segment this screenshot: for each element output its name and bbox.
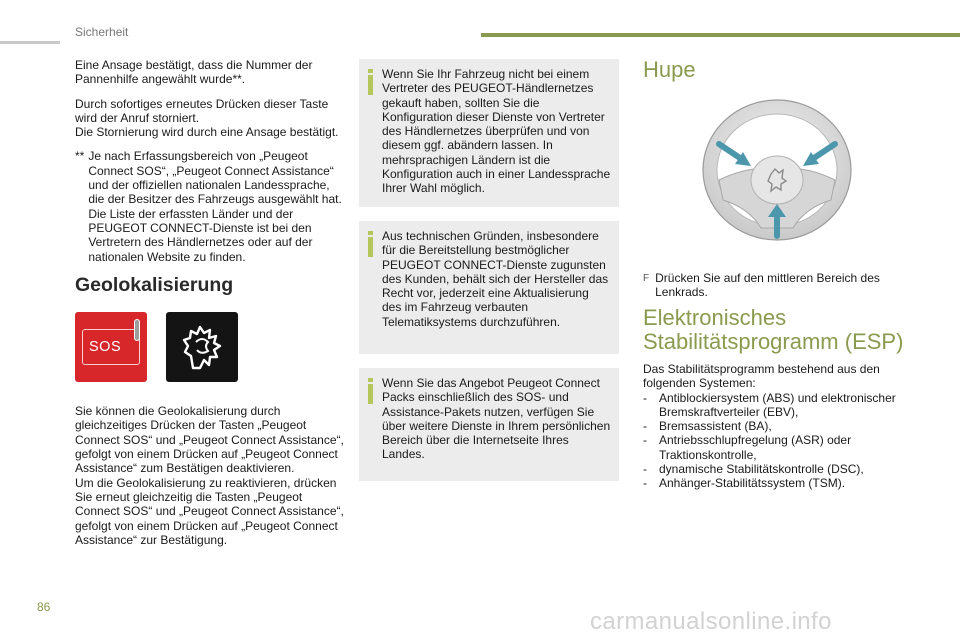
- list-item: - Bremsassistent (BA),: [643, 419, 772, 434]
- page-number: 86: [37, 600, 51, 614]
- info-text-dealer: Wenn Sie Ihr Fahrzeug nicht bei einem Vertreter des PEUGEOT-Händlernetzes gekauft haben, sollten Sie die Konfiguration dieser Dienste von Vertreter des Händlernetzes überprüfen und von diesem ggf. abändern lassen. In mehrsprachigen Ländern ist die Konfiguration auch in einer Landessprache Ihrer Wahl möglich.: [382, 67, 611, 196]
- section-title-esp: [643, 306, 903, 354]
- list-item: - Anhänger-Stabilitätssystem (TSM).: [643, 476, 846, 491]
- steering-wheel-illustration: [697, 96, 857, 244]
- section-label: Sicherheit: [75, 25, 129, 39]
- section-title-geolocation: Geolokalisierung: [75, 273, 234, 296]
- bullet-marker: F: [643, 273, 650, 284]
- list-item: - Antriebsschlupfregelung (ASR) oder Traktionskontrolle,: [643, 433, 852, 462]
- info-box-packs: [359, 368, 619, 481]
- geo-paragraph-reactivate: Um die Geolokalisierung zu reaktivieren, drücken Sie erneut gleichzeitig die Tasten „Peugeot Connect SOS“ und „Peugeot Connect Assistance“, gefolgt von einem Drücken auf „Peugeot Connect Assistance“ zur Bestätigung.: [75, 475, 344, 547]
- horn-text: Drücken Sie auf den mittleren Bereich des Lenkrads.: [655, 271, 880, 300]
- sos-label: SOS: [89, 339, 122, 355]
- esp-system-list: [643, 391, 911, 491]
- section-title-horn: Hupe: [643, 57, 696, 82]
- esp-intro: Das Stabilitätsprogramm bestehend aus den folgenden Systemen:: [643, 362, 880, 391]
- assistance-button-image: [166, 312, 238, 382]
- paragraph-announcement: Eine Ansage bestätigt, dass die Nummer der Pannenhilfe angewählt wurde**.: [75, 58, 313, 87]
- list-item: - Antiblockiersystem (ABS) und elektronischer Bremskraftverteiler (EBV),: [643, 390, 896, 419]
- sos-button-image: [75, 312, 147, 382]
- info-box-dealer: [359, 59, 619, 207]
- esp-title-line-2: Stabilitätsprogramm (ESP): [643, 329, 904, 354]
- header-rule-left: [0, 41, 60, 44]
- paragraph-cancel-confirm: Die Stornierung wird durch eine Ansage bestätigt.: [75, 125, 339, 140]
- esp-description: [643, 362, 911, 491]
- header-rule-right: [481, 33, 960, 37]
- footnote-text-1: Je nach Erfassungsbereich von „Peugeot Connect SOS“, „Peugeot Connect Assistance“ und der offiziellen nationalen Landessprache, die der Besitzer des Fahrzeugs ausgewählt hat.: [88, 149, 342, 207]
- left-column: [75, 58, 345, 547]
- sos-button-frame: [82, 329, 140, 365]
- footnote: [75, 149, 345, 263]
- info-icon: [368, 231, 373, 257]
- info-icon: [368, 378, 373, 404]
- watermark: carmanualsonline.info: [590, 608, 832, 635]
- info-icon: [368, 69, 373, 95]
- horn-instruction: [643, 271, 908, 300]
- footnote-mark: **: [75, 149, 85, 164]
- peugeot-lion-icon: [179, 322, 225, 372]
- esp-title-line-1: Elektronisches: [643, 305, 787, 330]
- sos-led-icon: [134, 319, 140, 341]
- footnote-text-2: Die Liste der erfassten Länder und der PEUGEOT CONNECT-Dienste ist bei den Vertretern des Händlernetzes oder auf der nationalen Website zu finden.: [88, 206, 313, 264]
- geo-paragraph-deactivate: Sie können die Geolokalisierung durch gleichzeitiges Drücken der Tasten „Peugeot Connect SOS“ und „Peugeot Connect Assistance“, gefolgt von einem Drücken auf „Peugeot Connect Assistance“ zum Bestätigen deaktivieren.: [75, 404, 344, 476]
- info-box-technical: [359, 221, 619, 354]
- button-images: [75, 312, 345, 382]
- info-text-packs: Wenn Sie das Angebot Peugeot Connect Packs einschließlich des SOS- und Assistance-Pakets nutzen, verfügen Sie über weitere Dienste in Ihrem persönlichen Bereich über die Internetseite Ihres Landes.: [382, 376, 611, 462]
- paragraph-cancel: Durch sofortiges erneutes Drücken dieser Taste wird der Anruf storniert.: [75, 96, 329, 125]
- list-item: - dynamische Stabilitätskontrolle (DSC),: [643, 462, 864, 477]
- info-text-technical: Aus technischen Gründen, insbesondere für die Bereitstellung bestmöglicher PEUGEOT CONNECT-Dienste zugunsten des Kunden, behält sich der Hersteller das Recht vor, jederzeit eine Aktualisierung des im Fahrzeug verbauten Telematiksystems durchzuführen.: [382, 229, 609, 329]
